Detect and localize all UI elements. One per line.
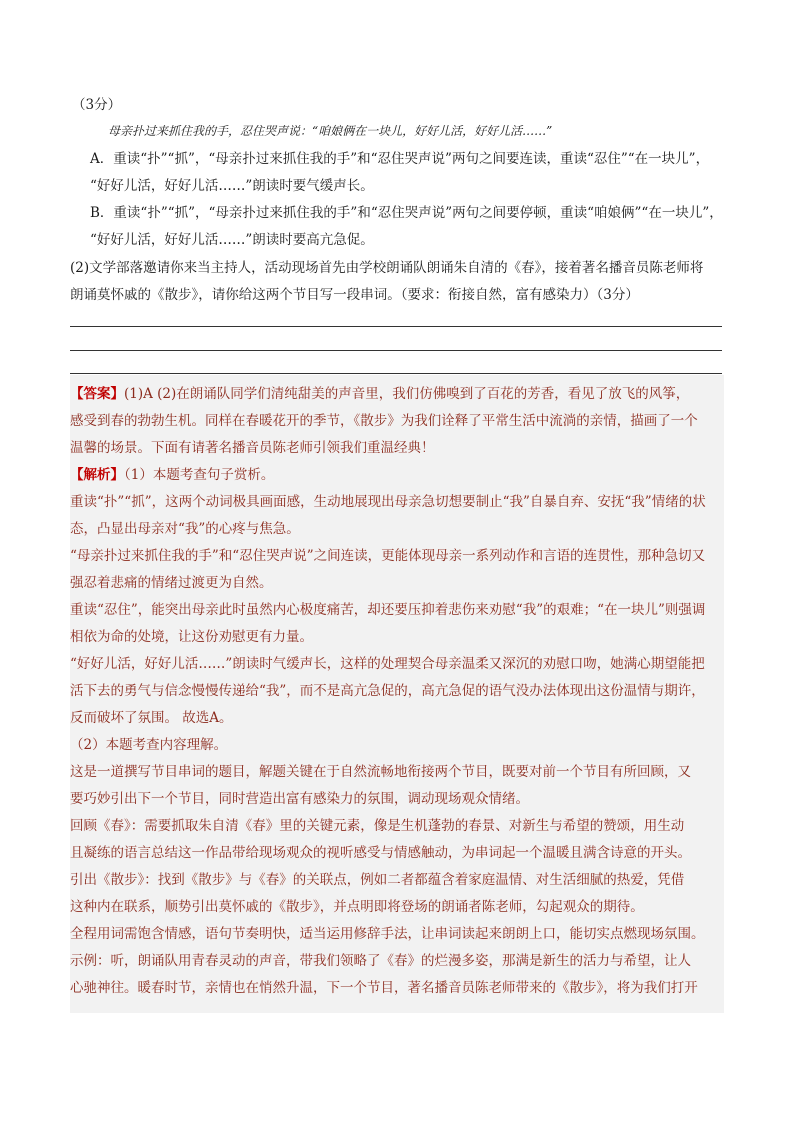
analysis-line: 这是一道撰写节目串词的题目，解题关键在于自然流畅地衔接两个节目，既要对前一个节目有所回顾，又 [70,764,691,780]
answer-text-1: (1)A (2)在朗诵队同学们清纯甜美的声音里，我们仿佛嗅到了百花的芳香，看见了放飞的风筝， [124,386,690,402]
analysis-head: （1）本题考查句子赏析。 [124,467,275,483]
analysis-line: 回顾《春》：需要抓取朱自清《春》里的关键元素，像是生机蓬勃的春景、对新生与希望的赞颂，用生动 [70,818,685,834]
analysis-line: “母亲扑过来抓住我的手”和“忍住哭声说”之间连读，更能体现母亲一系列动作和言语的连贯性，那种急切又 [70,548,706,564]
option-a-line-1: A．重读“扑”“抓”，“母亲扑过来抓住我的手”和“忍住哭声说”两句之间要连读，重读“忍住”“在一块儿”， [90,151,710,167]
analysis-line: 重读“忍住”，能突出母亲此时虽然内心极度痛苦，却还要压抑着悲伤来劝慰“我”的艰难；“在一块儿”则强调 [70,602,706,618]
answer-tag: 【答案】 [70,386,124,402]
analysis-line: 活下去的勇气与信念慢慢传递给“我”，而不是高亢急促的，高亢急促的语气没办法体现出这份温情与期许， [70,683,705,699]
answer-line-1 [70,384,689,404]
analysis-line: 引出《散步》：找到《散步》与《春》的关联点，例如二者都蕴含着家庭温情、对生活细腻的热爱，凭借 [70,872,685,888]
analysis-line: 全程用词需饱含情感，语句节奏明快，适当运用修辞手法，让串词读起来朗朗上口，能切实点燃现场氛围。 [70,926,705,942]
analysis-line: 这种内在联系，顺势引出莫怀戚的《散步》，并点明即将登场的朗诵者陈老师，勾起观众的期待。 [70,899,644,915]
option-b-line-2: “好好儿活，好好儿活……”朗读时要高亢急促。 [90,232,374,248]
score-label: （3分） [72,97,122,113]
analysis-line: “好好儿活，好好儿活……”朗读时气缓声长，这样的处理契合母亲温柔又深沉的劝慰口吻，她满心期望能把 [70,656,705,672]
analysis-line: 反而破坏了氛围。 故选A。 [70,710,233,726]
analysis-line: 相依为命的处境，让这份劝慰更有力量。 [70,629,313,645]
question-2-line-1: (2)文学部落邀请你来当主持人，活动现场首先由学校朗诵队朗诵朱自清的《春》，接着著名播音员陈老师将 [70,260,704,276]
analysis-line: 心驰神往。暖春时节，亲情也在悄然升温，下一个节目，著名播音员陈老师带来的《散步》，将为我们打开 [70,980,698,996]
analysis-line: （2）本题考查内容理解。 [70,737,228,753]
option-b-line-1: B．重读“扑”“抓”，“母亲扑过来抓住我的手”和“忍住哭声说”两句之间要停顿，重读“咱娘俩”“在一块儿”， [90,205,723,221]
analysis-line: 强忍着悲痛的情绪过渡更为自然。 [70,575,273,591]
analysis-line: 重读“扑”“抓”，这两个动词极具画面感，生动地展现出母亲急切想要制止“我”自暴自弃、安抚“我”情绪的状 [70,494,706,510]
analysis-line: 示例：听，朗诵队用青春灵动的声音，带我们领略了《春》的烂漫多姿，那满是新生的活力与希望，让人 [70,953,691,969]
analysis-tag: 【解析】 [70,467,124,483]
analysis-line: 态，凸显出母亲对“我”的心疼与焦急。 [70,521,300,537]
analysis-line: 且凝练的语言总结这一作品带给现场观众的视听感受与情感触动，为串词起一个温暖且满含诗意的开头。 [70,845,691,861]
answer-blank-line-2 [70,350,722,351]
option-a-line-2: “好好儿活，好好儿活……”朗读时要气缓声长。 [90,178,374,194]
analysis-head-line [70,465,274,485]
answer-line-2: 感受到春的勃勃生机。同样在春暖花开的季节，《散步》为我们诠释了平常生活中流淌的亲情，描画了一个 [70,413,698,429]
answer-line-3: 温馨的场景。下面有请著名播音员陈老师引领我们重温经典！ [70,440,435,456]
question-2-line-2: 朗诵莫怀戚的《散步》，请你给这两个节目写一段串词。（要求：衔接自然，富有感染力）（3分） [70,287,639,303]
answer-blank-line-3 [70,373,722,374]
answer-blank-line-1 [70,326,722,327]
analysis-line: 要巧妙引出下一个节目，同时营造出富有感染力的氛围，调动现场观众情绪。 [70,791,529,807]
quote-sentence: 母亲扑过来抓住我的手，忍住哭声说：“咱娘俩在一块儿，好好儿活，好好儿活……” [108,124,553,138]
